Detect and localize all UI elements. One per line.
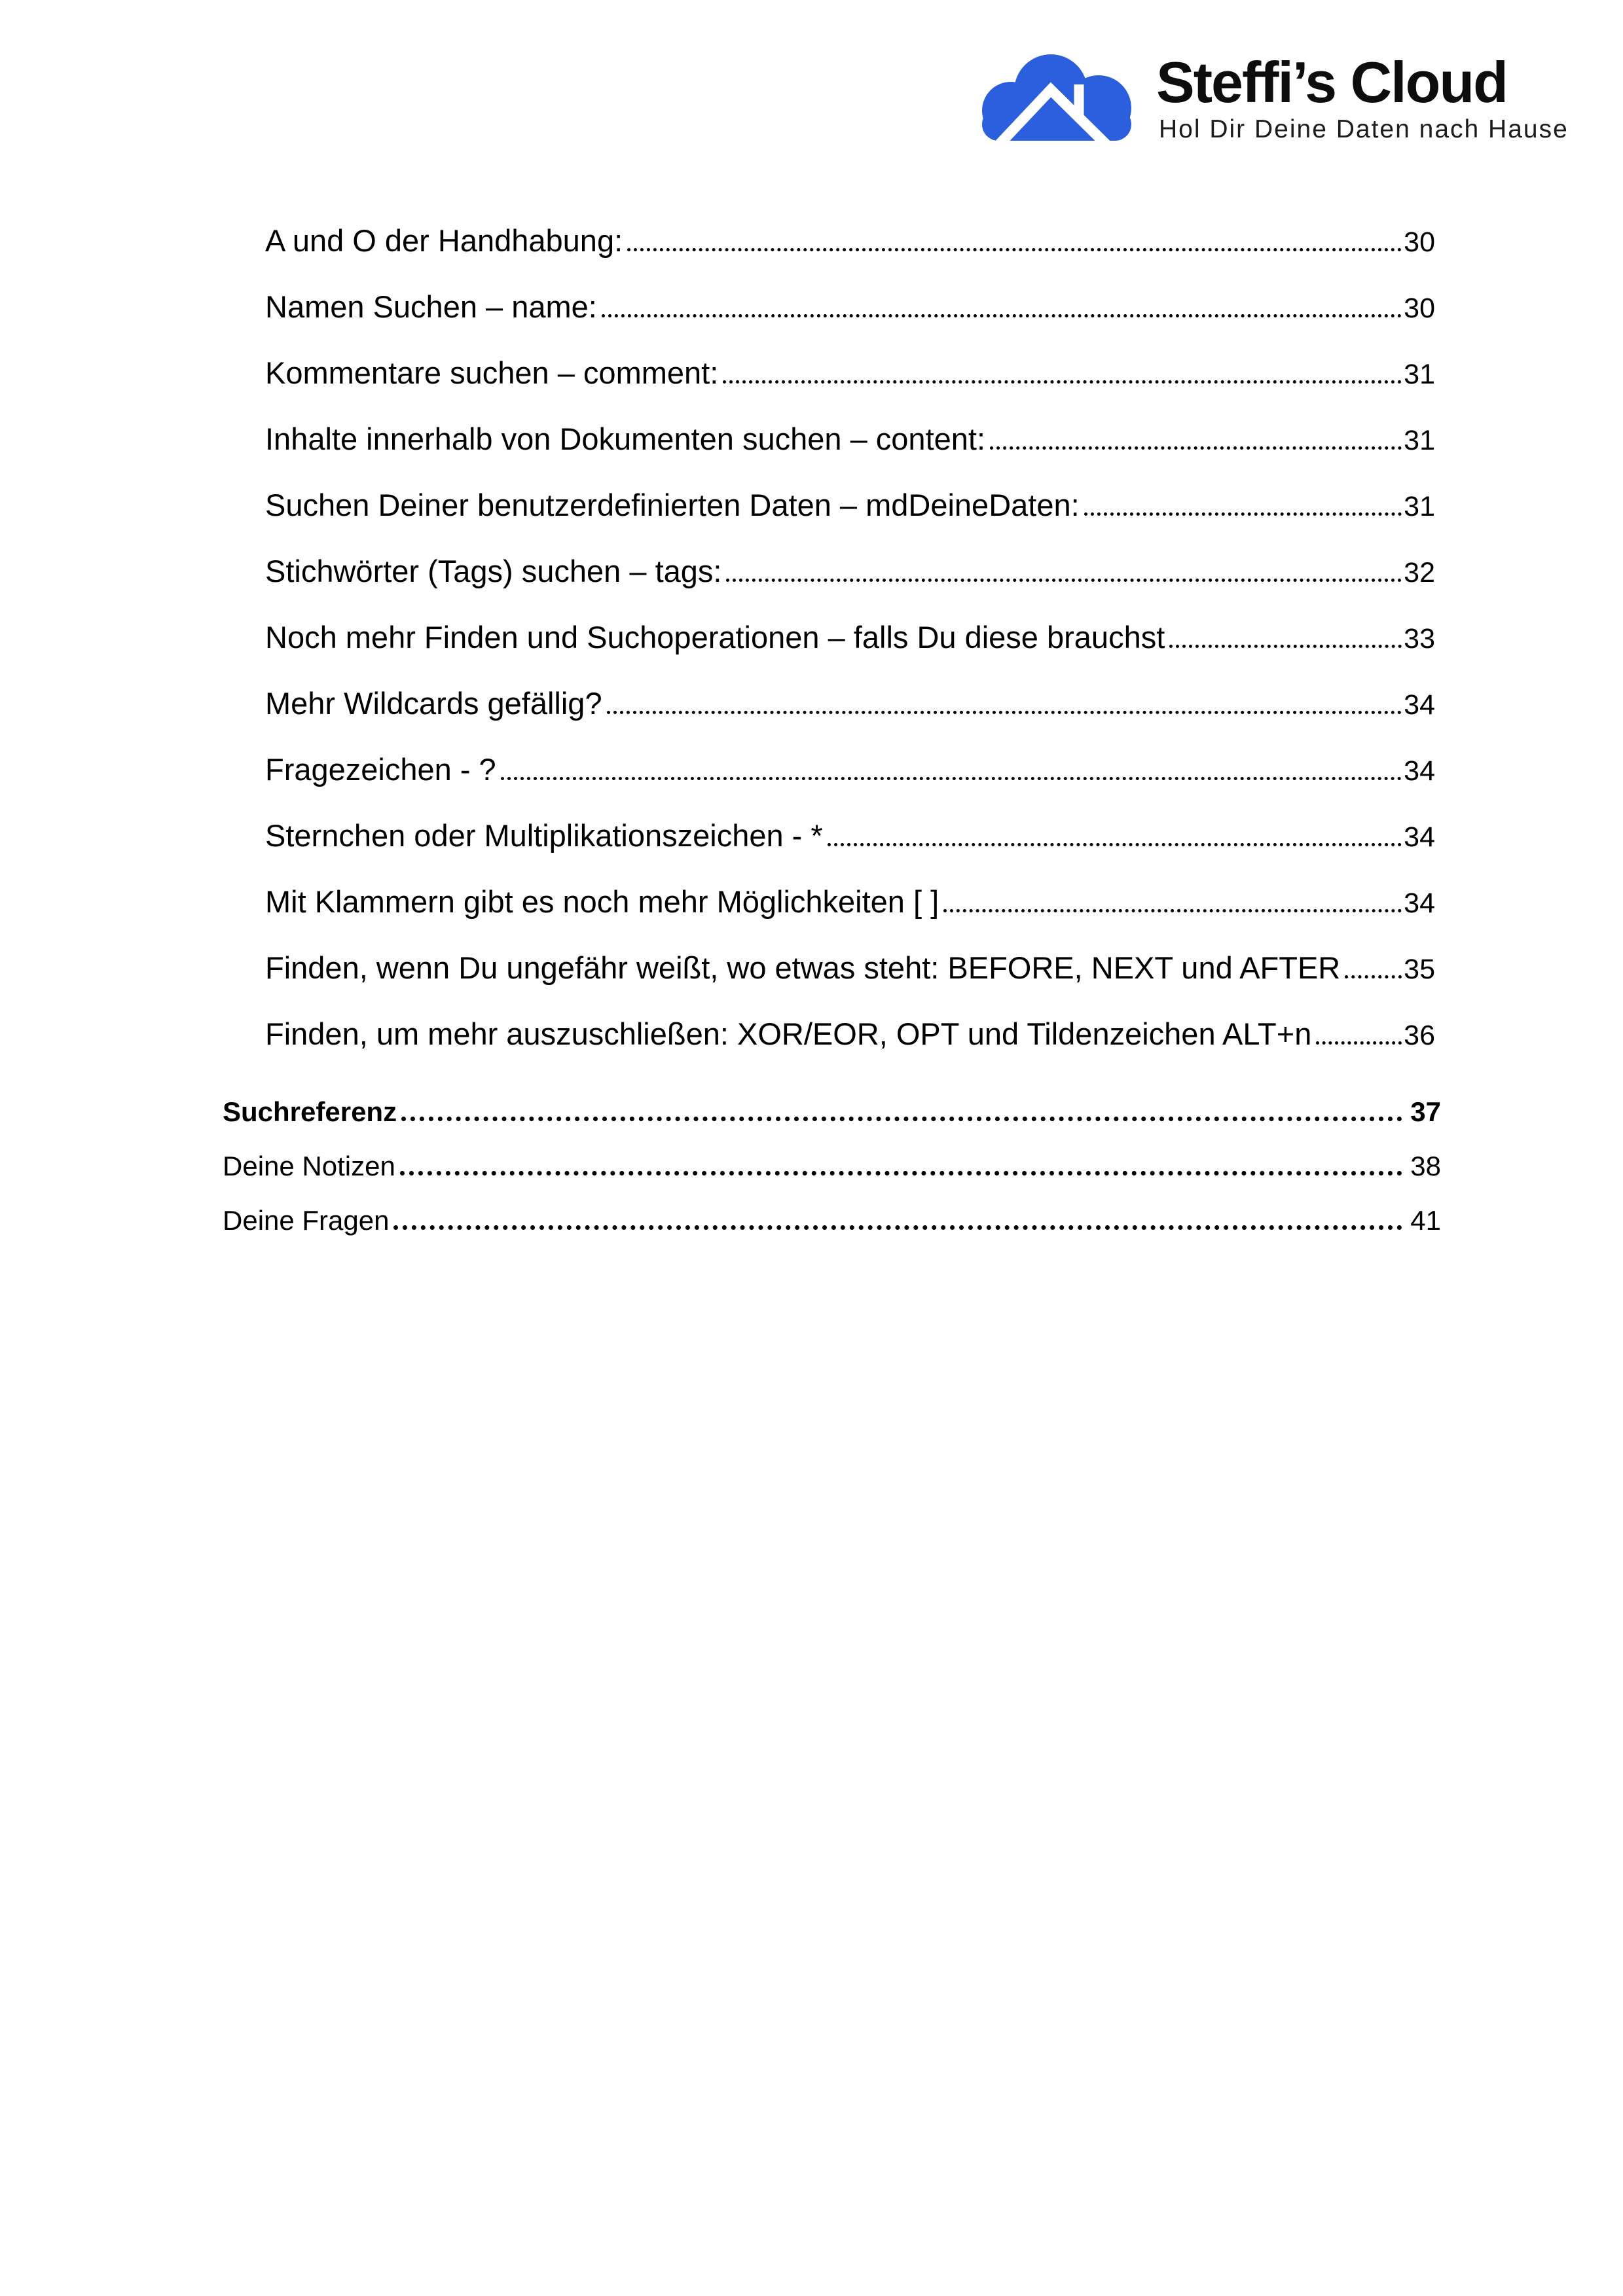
cloud-house-icon	[981, 52, 1133, 141]
toc-entry-label: A und O der Handhabung:	[265, 223, 623, 258]
toc-entry[interactable]	[0, 220, 1623, 286]
leader-dots	[990, 446, 1402, 450]
leader-dots	[501, 777, 1402, 780]
leader-dots	[393, 1225, 1402, 1230]
leader-dots	[1169, 645, 1402, 648]
toc-page-number: 30	[1404, 293, 1435, 324]
toc-page-number: 32	[1404, 557, 1435, 588]
toc-entry[interactable]	[0, 1094, 1623, 1148]
toc-entry[interactable]	[0, 749, 1623, 815]
toc-entry-label: Namen Suchen – name:	[265, 289, 597, 324]
toc-page-number: 34	[1404, 755, 1435, 787]
logo-title: Steffi’s Cloud	[1156, 50, 1507, 115]
toc-entry-label: Mehr Wildcards gefällig?	[265, 686, 602, 721]
toc-list	[0, 220, 1623, 1257]
toc-page-number: 34	[1404, 888, 1435, 919]
toc-page-number: 33	[1404, 623, 1435, 655]
toc-page-number: 35	[1404, 954, 1435, 985]
leader-dots	[401, 1117, 1402, 1121]
toc-page-number: 34	[1404, 821, 1435, 853]
toc-entry-label: Inhalte innerhalb von Dokumenten suchen – content:	[265, 422, 986, 456]
leader-dots	[1084, 512, 1402, 516]
toc-page-number: 41	[1410, 1205, 1441, 1236]
leader-dots	[1345, 975, 1402, 978]
toc-entry[interactable]	[0, 1202, 1623, 1257]
toc-entry-label: Fragezeichen - ?	[265, 752, 496, 787]
leader-dots	[607, 711, 1402, 714]
toc-entry-label: Deine Notizen	[223, 1151, 395, 1181]
toc-entry-label: Stichwörter (Tags) suchen – tags:	[265, 554, 722, 588]
toc-entry-label: Finden, um mehr auszuschließen: XOR/EOR, OPT und Tildenzeichen ALT+n	[265, 1016, 1312, 1051]
leader-dots	[943, 909, 1402, 912]
leader-dots	[723, 380, 1402, 384]
toc-page-number: 37	[1410, 1096, 1441, 1127]
toc-page-number: 31	[1404, 359, 1435, 390]
toc-page-number: 30	[1404, 226, 1435, 258]
leader-dots	[1316, 1041, 1402, 1045]
toc-page-number: 36	[1404, 1020, 1435, 1051]
toc-page-number: 31	[1404, 491, 1435, 522]
toc-entry-label: Finden, wenn Du ungefähr weißt, wo etwas steht: BEFORE, NEXT und AFTER	[265, 950, 1341, 985]
leader-dots	[400, 1171, 1402, 1175]
toc-page-number: 31	[1404, 425, 1435, 456]
toc-entry-label: Noch mehr Finden und Suchoperationen – falls Du diese brauchst	[265, 620, 1165, 655]
toc-page-number: 38	[1410, 1151, 1441, 1181]
toc-entry-label: Sternchen oder Multiplikationszeichen - *	[265, 818, 823, 853]
leader-dots	[726, 579, 1402, 582]
toc-entry[interactable]	[0, 550, 1623, 617]
toc-page-number: 34	[1404, 689, 1435, 721]
toc-entry[interactable]	[0, 352, 1623, 418]
logo-tagline: Hol Dir Deine Daten nach Hause	[1159, 115, 1569, 143]
toc-entry-label: Deine Fragen	[223, 1205, 390, 1236]
leader-dots	[828, 843, 1402, 846]
toc-entry[interactable]	[0, 286, 1623, 352]
toc-entry[interactable]	[0, 947, 1623, 1013]
leader-dots	[627, 248, 1402, 251]
toc-entry[interactable]	[0, 1013, 1623, 1079]
toc-entry-label: Suchreferenz	[223, 1096, 397, 1127]
toc-entry[interactable]	[0, 881, 1623, 947]
toc-entry[interactable]	[0, 815, 1623, 881]
toc-entry[interactable]	[0, 484, 1623, 550]
toc-entry-label: Mit Klammern gibt es noch mehr Möglichkeiten [ ]	[265, 884, 939, 919]
leader-dots	[602, 314, 1402, 317]
toc-entry-label: Suchen Deiner benutzerdefinierten Daten – mdDeineDaten:	[265, 488, 1080, 522]
toc-entry[interactable]	[0, 617, 1623, 683]
toc-entry-label: Kommentare suchen – comment:	[265, 355, 719, 390]
toc-entry[interactable]	[0, 1148, 1623, 1202]
toc-entry[interactable]	[0, 418, 1623, 484]
toc-entry[interactable]	[0, 683, 1623, 749]
